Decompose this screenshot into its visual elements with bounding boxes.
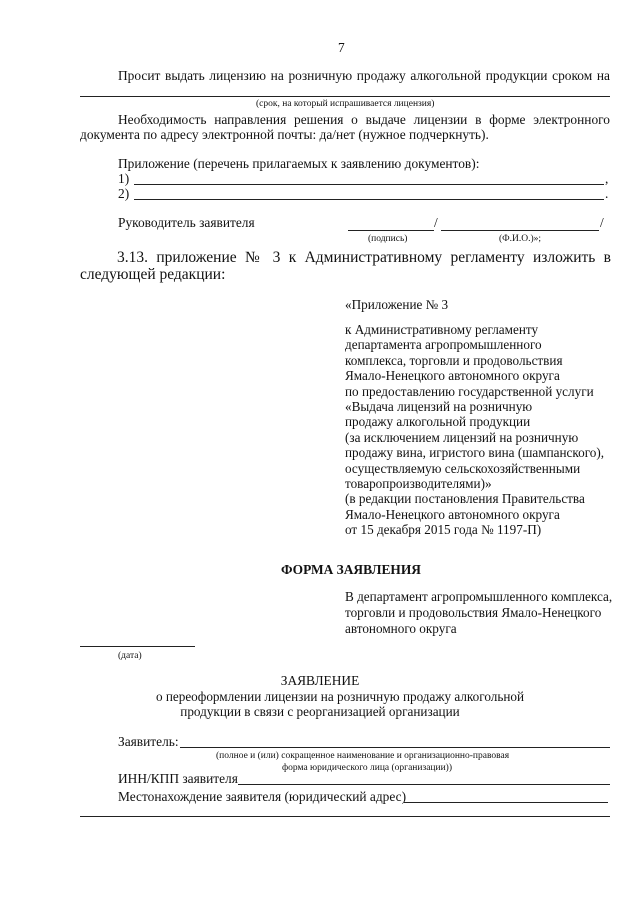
appendix-line: департамента агропромышленного xyxy=(345,337,542,353)
attachment-item-2-end: . xyxy=(605,186,609,201)
signature-slash: / xyxy=(434,215,438,230)
attachment-item-1-field[interactable] xyxy=(134,184,604,185)
appendix-line: по предоставлению государственной услуги xyxy=(345,383,594,399)
form-title: ФОРМА ЗАЯВЛЕНИЯ xyxy=(281,562,421,577)
page-number: 7 xyxy=(338,40,345,55)
addressee xyxy=(345,589,612,637)
appendix-line: от 15 декабря 2015 года № 1197-П) xyxy=(345,522,542,538)
applicant-field[interactable] xyxy=(180,747,610,748)
applicant-caption-2: форма юридического лица (организации)) xyxy=(282,763,453,773)
appendix-line: продажу алкогольной продукции xyxy=(345,414,531,430)
appendix-line: товаропроизводителями)» xyxy=(345,476,492,492)
attachment-item-2-number: 2) xyxy=(118,186,130,201)
date-caption: (дата) xyxy=(118,651,142,661)
attachments-label: Приложение (перечень прилагаемых к заявлению документов): xyxy=(118,156,480,171)
address-field[interactable] xyxy=(404,802,608,803)
amendment-line2: следующей редакции: xyxy=(80,266,226,283)
appendix-line: Ямало-Ненецкого автономного округа xyxy=(345,368,560,384)
appendix-line: Ямало-Ненецкого автономного округа xyxy=(345,506,560,522)
addressee-line: В департамент агропромышленного комплекса, xyxy=(345,589,613,604)
statement-subtitle-2: продукции в связи с реорганизацией организации xyxy=(180,704,460,719)
statement-subtitle-1: о переоформлении лицензии на розничную продажу алкогольной xyxy=(155,689,525,704)
appendix-line: (за исключением лицензий на розничную xyxy=(345,429,579,445)
fio-caption: (Ф.И.О.)»; xyxy=(499,234,542,244)
amendment-line1: 3.13. приложение № 3 к Административному регламенту изложить в xyxy=(117,249,611,266)
attachment-item-1-number: 1) xyxy=(118,171,130,186)
appendix-line: к Административному регламенту xyxy=(345,322,539,337)
email-need-line1: Необходимость направления решения о выдаче лицензии в форме электронного xyxy=(118,112,610,127)
statement-title: ЗАЯВЛЕНИЕ xyxy=(280,673,360,688)
term-field-line[interactable] xyxy=(80,96,610,97)
fio-slash: / xyxy=(600,215,604,230)
appendix-line: продажу вина, игристого вина (шампанского), xyxy=(345,445,605,461)
appendix-line: комплекса, торговли и продовольствия xyxy=(345,352,563,368)
address-label: Местонахождение заявителя (юридический адрес) xyxy=(118,789,407,804)
appendix-title: «Приложение № 3 xyxy=(345,297,449,312)
attachment-item-2-field[interactable] xyxy=(134,199,604,200)
applicant-label: Заявитель: xyxy=(118,734,179,749)
appendix-line: осуществляемую сельскохозяйственными xyxy=(345,460,581,476)
signature-caption: (подпись) xyxy=(368,234,408,244)
address-field-continued[interactable] xyxy=(80,816,610,817)
signature-field[interactable] xyxy=(348,230,434,231)
date-field[interactable] xyxy=(80,646,195,647)
term-request-line: Просит выдать лицензию на розничную продажу алкогольной продукции сроком на xyxy=(118,68,610,83)
email-need-line2: документа по адресу электронной почты: да/нет (нужное подчеркнуть). xyxy=(80,127,489,142)
appendix-header xyxy=(345,322,604,538)
applicant-caption-1: (полное и (или) сокращенное наименование и организационно-правовая xyxy=(216,751,510,761)
appendix-line: «Выдача лицензий на розничную xyxy=(345,399,533,415)
addressee-line: торговли и продовольствия Ямало-Ненецкого xyxy=(345,605,602,620)
inn-field[interactable] xyxy=(238,784,610,785)
appendix-line: (в редакции постановления Правительства xyxy=(345,491,585,507)
head-label: Руководитель заявителя xyxy=(118,215,255,230)
term-caption: (срок, на который испрашивается лицензия) xyxy=(256,99,435,109)
inn-label: ИНН/КПП заявителя xyxy=(118,771,238,786)
fio-field[interactable] xyxy=(441,230,599,231)
addressee-line: автономного округа xyxy=(345,621,457,636)
attachment-item-1-end: , xyxy=(605,171,609,186)
